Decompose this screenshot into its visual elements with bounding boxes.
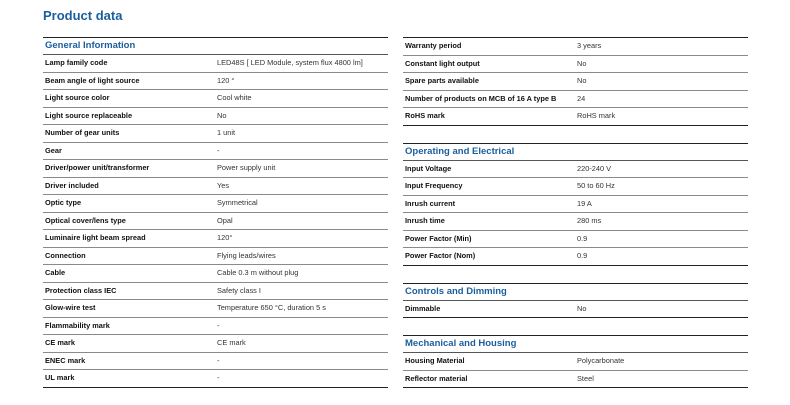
spec-row-dimmable: [403, 301, 748, 319]
section-heading: General Information: [43, 37, 388, 55]
spec-label: Optic type: [45, 198, 82, 207]
spec-label: Inrush time: [405, 216, 445, 225]
spec-row-beam-angle-of-light-source: [43, 73, 388, 91]
spec-row-reflector-material: [403, 371, 748, 389]
spec-row-number-of-products-on-mcb-of-16-a-type-b: [403, 91, 748, 109]
spec-label: Protection class IEC: [45, 285, 117, 295]
spec-row-power-factor-min: [403, 231, 748, 249]
spec-value: No: [217, 110, 227, 120]
spec-rows: [43, 55, 388, 388]
spec-value: RoHS mark: [577, 111, 616, 120]
spec-value: 0.9: [577, 251, 588, 260]
spec-label: Light source color: [45, 93, 110, 102]
spec-value: 24: [577, 93, 586, 103]
spec-value: Steel: [577, 373, 594, 383]
spec-label: Light source replaceable: [45, 110, 133, 120]
spec-value: Safety class I: [217, 285, 261, 295]
spec-label: Housing Material: [405, 356, 465, 365]
spec-label: Flammability mark: [45, 320, 110, 330]
spec-row-rohs-mark: [403, 108, 748, 126]
spec-label: Spare parts available: [405, 76, 479, 85]
spec-row-driver-included: [43, 178, 388, 196]
spec-row-input-voltage: [403, 161, 748, 179]
section-general-information: [43, 37, 388, 388]
spec-row-power-factor-nom: [403, 248, 748, 266]
spec-row-driver-power-unit-transformer: [43, 160, 388, 178]
spec-label: Constant light output: [405, 58, 480, 68]
left-column: [43, 37, 388, 388]
section-operating-and-electrical: [403, 143, 748, 266]
section-heading: Operating and Electrical: [403, 143, 748, 161]
spec-value: 220-240 V: [577, 163, 612, 173]
spec-value: Cable 0.3 m without plug: [217, 268, 299, 277]
spec-row-enec-mark: [43, 353, 388, 371]
spec-label: ENEC mark: [45, 355, 86, 365]
spec-value: -: [217, 145, 220, 155]
section-heading: Mechanical and Housing: [403, 335, 748, 353]
spec-row-lamp-family-code: [43, 55, 388, 73]
spec-label: Driver included: [45, 180, 99, 190]
section-spacer: [403, 266, 748, 283]
section-controls-and-dimming: [403, 283, 748, 319]
spec-value: Flying leads/wires: [217, 250, 276, 260]
spec-value: Cool white: [217, 93, 252, 102]
spec-label: Dimmable: [405, 303, 441, 313]
spec-label: Beam angle of light source: [45, 75, 140, 85]
spec-rows: [403, 353, 748, 388]
spec-row-ce-mark: [43, 335, 388, 353]
spec-value: 120 °: [217, 75, 235, 85]
right-column: [403, 37, 748, 388]
spec-label: Number of products on MCB of 16 A type B: [405, 93, 557, 103]
spec-value: 280 ms: [577, 216, 602, 225]
spec-rows: [403, 161, 748, 266]
spec-row-cable: [43, 265, 388, 283]
spec-label: Input Voltage: [405, 163, 452, 173]
spec-label: Inrush current: [405, 198, 456, 208]
spec-label: Power Factor (Min): [405, 233, 472, 243]
spec-label: Optical cover/lens type: [45, 215, 126, 225]
spec-rows: [403, 301, 748, 319]
spec-label: Warranty period: [405, 41, 462, 50]
spec-row-gear: [43, 143, 388, 161]
spec-label: RoHS mark: [405, 111, 445, 120]
spec-label: Lamp family code: [45, 58, 108, 67]
spec-label: Gear: [45, 145, 62, 155]
spec-value: No: [577, 76, 587, 85]
spec-value: 3 years: [577, 41, 602, 50]
spec-value: Polycarbonate: [577, 356, 625, 365]
spec-value: Power supply unit: [217, 163, 276, 172]
spec-value: -: [217, 320, 220, 330]
spec-row-optic-type: [43, 195, 388, 213]
spec-value: -: [217, 355, 220, 365]
spec-row-optical-cover-lens-type: [43, 213, 388, 231]
spec-row-light-source-replaceable: [43, 108, 388, 126]
spec-label: Glow-wire test: [45, 303, 96, 312]
section-mechanical-and-housing: [403, 335, 748, 388]
spec-row-number-of-gear-units: [43, 125, 388, 143]
spec-label: Number of gear units: [45, 128, 120, 137]
spec-row-connection: [43, 248, 388, 266]
spec-value: 50 to 60 Hz: [577, 181, 615, 190]
spec-row-luminaire-light-beam-spread: [43, 230, 388, 248]
spec-value: 19 A: [577, 198, 592, 208]
spec-row-warranty-period: [403, 37, 748, 56]
spec-value: No: [577, 303, 587, 313]
spec-value: CE mark: [217, 338, 246, 347]
spec-value: 0.9: [577, 233, 588, 243]
spec-value: Symmetrical: [217, 198, 258, 207]
spec-label: Luminaire light beam spread: [45, 233, 146, 242]
spec-value: 1 unit: [217, 128, 236, 137]
spec-row-light-source-color: [43, 90, 388, 108]
spec-row-flammability-mark: [43, 318, 388, 336]
spec-row-inrush-time: [403, 213, 748, 231]
spec-label: Input Frequency: [405, 181, 463, 190]
page-title: Product data: [43, 8, 123, 23]
spec-row-glow-wire-test: [43, 300, 388, 318]
spec-value: -: [217, 373, 220, 382]
spec-row-input-frequency: [403, 178, 748, 196]
spec-row-housing-material: [403, 353, 748, 371]
spec-row-spare-parts-available: [403, 73, 748, 91]
spec-label: Cable: [45, 268, 66, 277]
spec-value: 120°: [217, 233, 233, 242]
spec-label: Driver/power unit/transformer: [45, 163, 150, 172]
section-heading: Controls and Dimming: [403, 283, 748, 301]
spec-label: CE mark: [45, 338, 75, 347]
section-spacer: [403, 318, 748, 335]
spec-row-ul-mark: [43, 370, 388, 388]
spec-value: Temperature 650 °C, duration 5 s: [217, 303, 326, 312]
spec-value: Yes: [217, 180, 230, 190]
spec-label: Reflector material: [405, 373, 468, 383]
spec-row-inrush-current: [403, 196, 748, 214]
section-spacer: [403, 126, 748, 143]
spec-row-protection-class-iec: [43, 283, 388, 301]
spec-label: Power Factor (Nom): [405, 251, 476, 260]
spec-label: UL mark: [45, 373, 75, 382]
spec-value: Opal: [217, 215, 233, 225]
spec-row-constant-light-output: [403, 56, 748, 74]
spec-rows: [403, 37, 748, 126]
spec-label: Connection: [45, 250, 86, 260]
spec-value: LED48S [ LED Module, system flux 4800 lm]: [217, 58, 363, 67]
spec-value: No: [577, 58, 587, 68]
